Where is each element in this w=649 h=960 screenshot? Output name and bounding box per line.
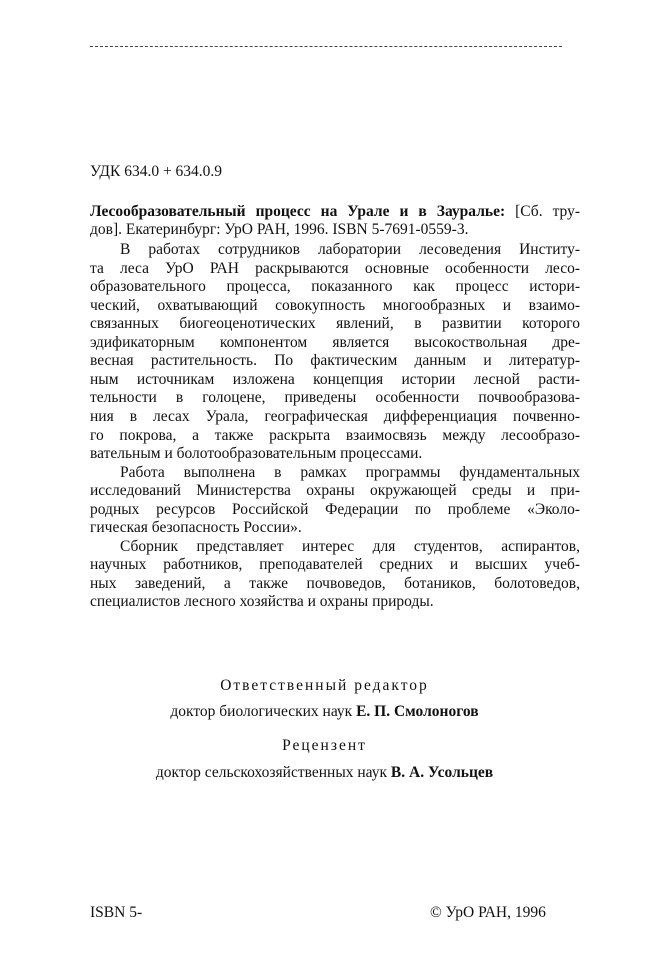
book-title: Лесообразовательный процесс на Урале и в Зауралье: [90,203,506,220]
abstract-line: Работа выполнена в рамках программы фундаментальных [120,463,580,481]
copyright: © УрО РАН, 1996 [430,904,546,921]
abstract-line: родных ресурсов Российской Федерации по проблеме «Эколо- [90,500,580,518]
abstract-line: ческий, охватывающий совокупность многообразных и взаимо- [90,296,580,314]
abstract-line: образовательного процесса, показанного как процесс истори- [90,278,580,296]
abstract-line: ных заведений, а также почвоведов, ботаников, болотоведов, [90,574,580,592]
editor-line [0,703,649,721]
abstract-line: ния в лесах Урала, географическая дифференциация почвенно- [90,407,580,425]
abstract-line: вательным и болотообразовательным процессами. [90,445,423,463]
abstract-line: специалистов лесного хозяйства и охраны природы. [90,593,434,611]
abstract-line: ным источникам изложена концепция истории лесной расти- [90,370,580,388]
abstract-line: эдификаторным компонентом является высокоствольная дре- [90,333,580,351]
abstract-line: Сборник представляет интерес для студентов, аспирантов, [120,537,580,555]
citation-rest: [Сб. тру- [505,203,580,220]
abstract-line: связанных биогеоценотических явлений, в развитии которого [90,315,580,333]
reviewer-heading: Рецензент [282,737,367,754]
isbn: ISBN 5- [90,904,143,921]
abstract-line: гическая безопасность России». [90,519,302,537]
editor-name: Е. П. Смолоногов [356,703,479,720]
citation-line-2: дов]. Екатеринбург: УрО РАН, 1996. ISBN 5-7691-0559-3. [90,221,469,238]
reviewer-role: доктор сельскохозяйственных наук [155,764,391,781]
abstract-line: та леса УрО РАН раскрываются основные особенности лесо- [90,259,580,277]
abstract-line: весная растительность. По фактическим данным и литератур- [90,352,580,370]
top-rule [90,46,562,47]
editor-heading: Ответственный редактор [220,677,429,694]
udk-code: УДК 634.0 + 634.0.9 [90,163,223,180]
abstract-line: го покрова, а также раскрыта взаимосвязь между лесообразо- [90,426,580,444]
reviewer-line [0,764,649,782]
abstract-line: тельности в голоцене, приведены особенности почвообразова- [90,389,580,407]
abstract-line: научных работников, преподавателей средних и высших учеб- [90,556,580,574]
reviewer-name: В. А. Усольцев [390,764,494,781]
citation-line-1 [90,203,580,221]
editor-role: доктор биологических наук [170,703,357,720]
abstract-line: В работах сотрудников лаборатории лесоведения Институ- [120,241,580,258]
abstract-line: исследований Министерства охраны окружающей среды и при- [90,482,580,500]
